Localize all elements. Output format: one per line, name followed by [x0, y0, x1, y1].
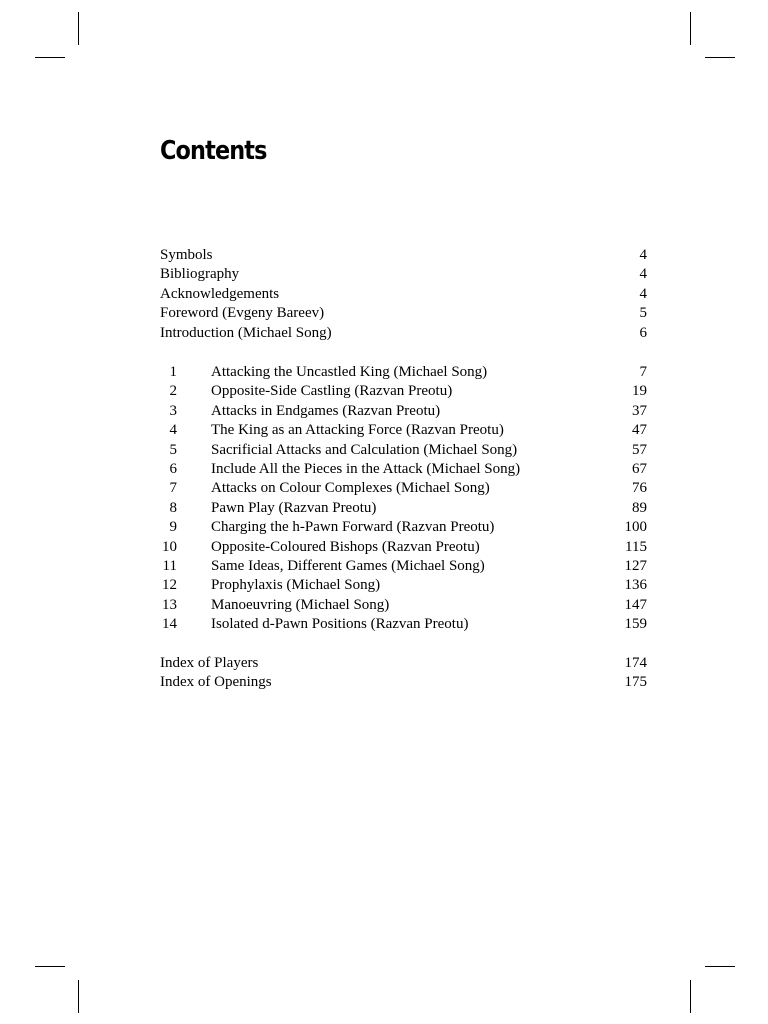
page-number: 100: [624, 519, 647, 536]
entry-title: Sacrificial Attacks and Calculation (Michael Song): [211, 441, 518, 458]
page-number: 4: [639, 285, 647, 302]
entry-title: Include All the Pieces in the Attack (Michael Song): [211, 460, 521, 477]
toc-entry[interactable]: [160, 304, 647, 323]
chapter-entry[interactable]: [160, 518, 647, 537]
crop-mark-top-right-horizontal: [705, 57, 735, 58]
entry-title: Index of Players: [160, 655, 259, 671]
front-matter-list: [160, 246, 647, 343]
entry-title: Bibliography: [160, 266, 240, 283]
chapter-entry[interactable]: [160, 615, 647, 634]
entry-title: Opposite-Coloured Bishops (Razvan Preotu): [211, 538, 480, 555]
chapter-number: 9: [169, 519, 177, 536]
page-number: 4: [639, 266, 647, 283]
chapter-number: 1: [169, 364, 177, 380]
chapter-entry[interactable]: [160, 479, 647, 498]
entry-title: Opposite-Side Castling (Razvan Preotu): [211, 383, 453, 400]
entry-title: Acknowledgements: [160, 285, 280, 302]
toc-entry[interactable]: [160, 324, 647, 343]
page-number: 159: [624, 616, 647, 633]
page-number: 136: [624, 577, 647, 594]
chapter-number: 2: [169, 383, 177, 400]
chapter-number: 7: [169, 480, 177, 497]
entry-title: Attacking the Uncastled King (Michael Song): [211, 364, 488, 380]
toc-entry[interactable]: [160, 654, 647, 673]
page-number: 5: [639, 305, 647, 322]
crop-mark-top-left-horizontal: [35, 57, 65, 58]
entry-title: Pawn Play (Razvan Preotu): [211, 499, 377, 516]
chapter-number: 8: [169, 499, 177, 516]
toc-entry[interactable]: [160, 673, 647, 692]
entry-title: The King as an Attacking Force (Razvan Preotu): [211, 422, 504, 439]
page-number: 7: [639, 364, 647, 380]
page-number: 89: [632, 499, 647, 516]
chapter-number: 14: [162, 616, 177, 633]
page-number: 127: [624, 557, 647, 574]
chapter-entry[interactable]: [160, 363, 647, 382]
page-number: 76: [632, 480, 647, 497]
toc-entry[interactable]: [160, 285, 647, 304]
page-title: Contents: [160, 136, 267, 166]
page-number: 57: [632, 441, 647, 458]
entry-title: Manoeuvring (Michael Song): [211, 596, 390, 613]
page-number: 115: [625, 538, 647, 555]
page-number: 47: [632, 422, 647, 439]
chapter-list: [160, 363, 647, 634]
crop-mark-bottom-right-vertical: [690, 980, 691, 1013]
entry-title: Isolated d-Pawn Positions (Razvan Preotu): [211, 616, 469, 633]
chapter-entry[interactable]: [160, 538, 647, 557]
chapter-entry[interactable]: [160, 402, 647, 421]
chapter-number: 6: [169, 460, 177, 477]
crop-mark-bottom-left-vertical: [78, 980, 79, 1013]
page-number: 174: [624, 655, 647, 671]
chapter-number: 3: [169, 402, 177, 419]
chapter-entry[interactable]: [160, 421, 647, 440]
page-number: 67: [632, 460, 647, 477]
entry-title: Attacks in Endgames (Razvan Preotu): [211, 402, 441, 419]
chapter-entry[interactable]: [160, 382, 647, 401]
crop-mark-bottom-right-horizontal: [705, 966, 735, 967]
chapter-entry[interactable]: [160, 576, 647, 595]
page-number: 175: [624, 674, 647, 691]
page-number: 147: [624, 596, 647, 613]
chapter-entry[interactable]: [160, 596, 647, 615]
crop-mark-top-right-vertical: [690, 12, 691, 45]
chapter-number: 13: [162, 596, 177, 613]
crop-mark-top-left-vertical: [78, 12, 79, 45]
chapter-entry[interactable]: [160, 557, 647, 576]
chapter-number: 11: [162, 557, 177, 574]
entry-title: Attacks on Colour Complexes (Michael Song): [211, 480, 490, 497]
entry-title: Charging the h-Pawn Forward (Razvan Preotu): [211, 519, 495, 536]
entry-title: Foreword (Evgeny Bareev): [160, 305, 325, 322]
page-number: 4: [639, 247, 647, 263]
entry-title: Index of Openings: [160, 674, 272, 691]
chapter-entry[interactable]: [160, 441, 647, 460]
entry-title: Prophylaxis (Michael Song): [211, 577, 381, 594]
entry-title: Same Ideas, Different Games (Michael Song): [211, 557, 485, 574]
chapter-number: 12: [162, 577, 177, 594]
chapter-entry[interactable]: [160, 499, 647, 518]
chapter-number: 10: [162, 538, 177, 555]
entry-title: Introduction (Michael Song): [160, 324, 332, 341]
page-number: 6: [639, 324, 647, 341]
chapter-number: 4: [169, 422, 177, 439]
toc-entry[interactable]: [160, 265, 647, 284]
entry-title: Symbols: [160, 247, 213, 263]
page-number: 19: [632, 383, 647, 400]
crop-mark-bottom-left-horizontal: [35, 966, 65, 967]
chapter-entry[interactable]: [160, 460, 647, 479]
back-matter-list: [160, 654, 647, 693]
chapter-number: 5: [169, 441, 177, 458]
page-number: 37: [632, 402, 647, 419]
toc-entry[interactable]: [160, 246, 647, 265]
